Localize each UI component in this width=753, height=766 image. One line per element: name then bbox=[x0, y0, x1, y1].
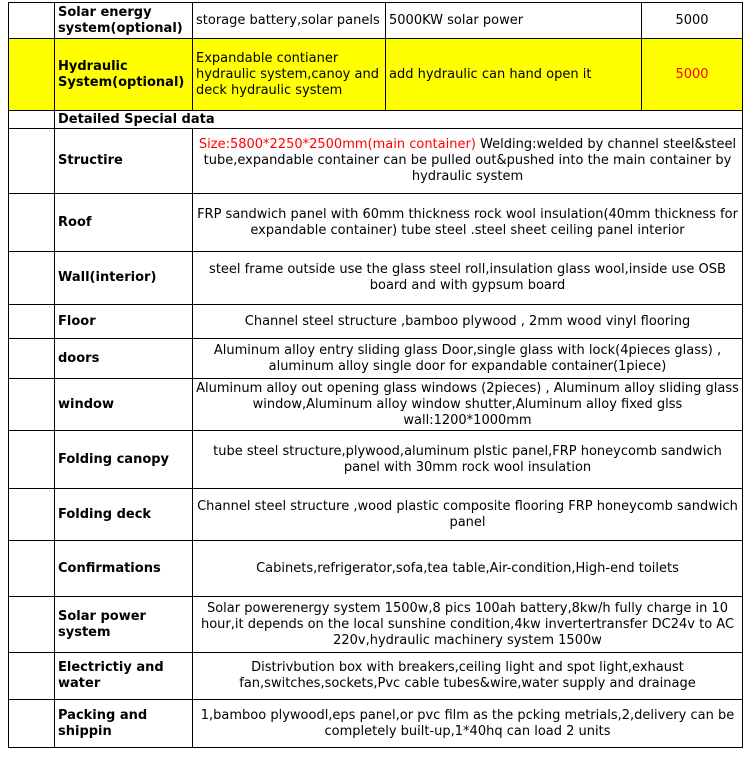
spec-table bbox=[8, 2, 743, 748]
spec-description: tube steel structure,plywood,aluminum plstic panel,FRP honeycomb sandwich panel with 30mm rock wool insulation bbox=[193, 431, 743, 489]
spec-row-packing bbox=[9, 700, 743, 748]
spec-row-confirmations bbox=[9, 541, 743, 597]
material-cell: storage battery,solar panels bbox=[193, 3, 386, 39]
blank-cell bbox=[9, 129, 55, 194]
spec-row-roof bbox=[9, 194, 743, 252]
spec-label: Roof bbox=[55, 194, 193, 252]
blank-cell bbox=[9, 653, 55, 700]
price-cell: 5000 bbox=[642, 3, 743, 39]
blank-cell bbox=[9, 489, 55, 541]
spec-description: 1,bamboo plywoodl,eps panel,or pvc film as the pcking metrials,2,delivery can be completely built-up,1*40hq can load 2 units bbox=[193, 700, 743, 748]
spec-description: FRP sandwich panel with 60mm thickness rock wool insulation(40mm thickness for expandable container) tube steel .steel sheet ceiling panel interior bbox=[193, 194, 743, 252]
blank-cell bbox=[9, 305, 55, 339]
spec-label: Wall(interior) bbox=[55, 252, 193, 305]
spec-label: Packing and shippin bbox=[55, 700, 193, 748]
spec-description: Aluminum alloy out opening glass windows (2pieces) , Aluminum alloy sliding glass window,Aluminum alloy window shutter,Aluminum alloy fixed glss wall:1200*1000mm bbox=[193, 379, 743, 431]
spec-row-structure bbox=[9, 129, 743, 194]
spec-description: Solar powerenergy system 1500w,8 pics 100ah battery,8kw/h fully charge in 10 hour,it depends on the local sunshine condition,4kw invertertransfer DC24v to AC 220v,hydraulic machinery system 1500w bbox=[193, 597, 743, 653]
blank-cell bbox=[9, 3, 55, 39]
spec-row-floor bbox=[9, 305, 743, 339]
spec-description bbox=[193, 129, 743, 194]
spec-label: Structire bbox=[55, 129, 193, 194]
price-cell: 5000 bbox=[642, 39, 743, 111]
section-title: Detailed Special data bbox=[55, 111, 743, 129]
spec-label: Confirmations bbox=[55, 541, 193, 597]
blank-cell bbox=[9, 111, 55, 129]
size-highlight: Size:5800*2250*2500mm(main container) bbox=[198, 137, 476, 152]
spec-row-deck bbox=[9, 489, 743, 541]
spec-row-window bbox=[9, 379, 743, 431]
spec-row-canopy bbox=[9, 431, 743, 489]
material-cell: Expandable contianer hydraulic system,canoy and deck hydraulic system bbox=[193, 39, 386, 111]
blank-cell bbox=[9, 379, 55, 431]
row-label: Solar energy system(optional) bbox=[55, 3, 193, 39]
spec-row-electricity bbox=[9, 653, 743, 700]
spec-label: Folding deck bbox=[55, 489, 193, 541]
spec-description: Channel steel structure ,wood plastic composite flooring FRP honeycomb sandwich panel bbox=[193, 489, 743, 541]
blank-cell bbox=[9, 431, 55, 489]
row-solar-optional bbox=[9, 3, 743, 39]
spec-text: Welding:welded by channel steel&steel tube,expandable container can be pulled out&pushed into the main container by hydraulic system bbox=[203, 137, 737, 184]
spec-description: Distrivbution box with breakers,ceiling light and spot light,exhaust fan,switches,sockets,Pvc cable tubes&wire,water supply and drainage bbox=[193, 653, 743, 700]
row-hydraulic-optional bbox=[9, 39, 743, 111]
note-cell: 5000KW solar power bbox=[386, 3, 642, 39]
blank-cell bbox=[9, 541, 55, 597]
blank-cell bbox=[9, 39, 55, 111]
blank-cell bbox=[9, 339, 55, 379]
spec-description: Cabinets,refrigerator,sofa,tea table,Air-condition,High-end toilets bbox=[193, 541, 743, 597]
spec-label: Electrictiy and water bbox=[55, 653, 193, 700]
spec-description: Aluminum alloy entry sliding glass Door,single glass with lock(4pieces glass) , aluminum alloy single door for expandable container(1piece) bbox=[193, 339, 743, 379]
row-label: Hydraulic System(optional) bbox=[55, 39, 193, 111]
blank-cell bbox=[9, 700, 55, 748]
note-cell: add hydraulic can hand open it bbox=[386, 39, 642, 111]
spec-label: Folding canopy bbox=[55, 431, 193, 489]
blank-cell bbox=[9, 194, 55, 252]
spec-row-doors bbox=[9, 339, 743, 379]
spec-description: Channel steel structure ,bamboo plywood , 2mm wood vinyl flooring bbox=[193, 305, 743, 339]
spec-label: Floor bbox=[55, 305, 193, 339]
spec-label: Solar power system bbox=[55, 597, 193, 653]
blank-cell bbox=[9, 597, 55, 653]
spec-row-solar-power bbox=[9, 597, 743, 653]
spec-description: steel frame outside use the glass steel roll,insulation glass wool,inside use OSB board and with gypsum board bbox=[193, 252, 743, 305]
spec-row-wall bbox=[9, 252, 743, 305]
spec-label: window bbox=[55, 379, 193, 431]
section-header-row bbox=[9, 111, 743, 129]
blank-cell bbox=[9, 252, 55, 305]
spec-label: doors bbox=[55, 339, 193, 379]
